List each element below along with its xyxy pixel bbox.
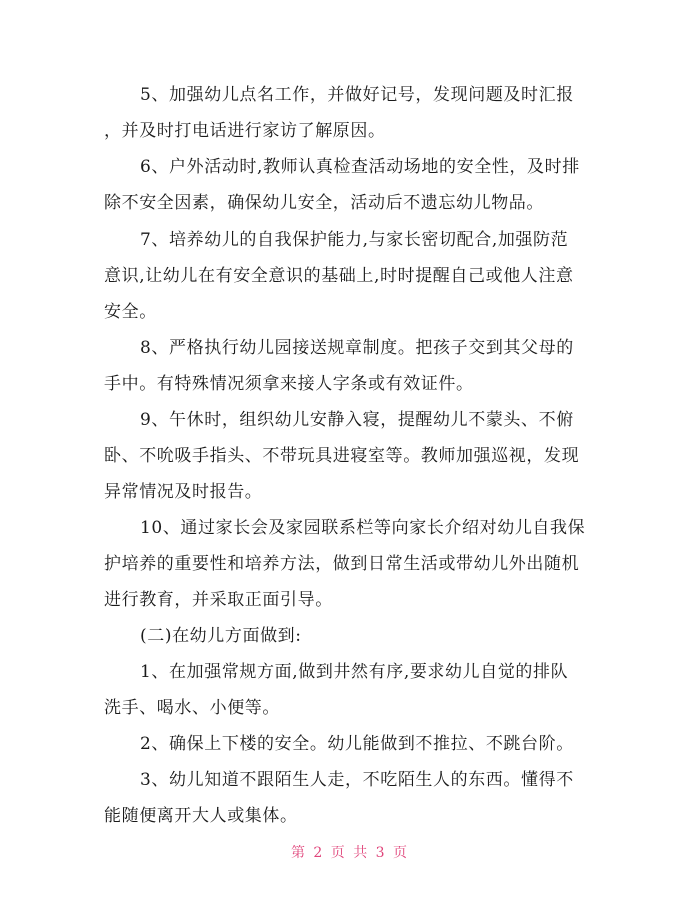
text-line: 护培养的重要性和培养方法，做到日常生活或带幼儿外出随机: [104, 554, 580, 574]
text-line: 10、通过家长会及家园联系栏等向家长介绍对幼儿自我保: [140, 518, 586, 538]
text-line: 2、确保上下楼的安全。幼儿能做到不推拉、不跳台阶。: [140, 734, 574, 754]
text-line: 能随便离开大人或集体。: [104, 806, 298, 826]
text-line: 洗手、喝水、小便等。: [104, 698, 280, 718]
text-line: 安全。: [104, 302, 157, 322]
text-line: 7、培养幼儿的自我保护能力,与家长密切配合,加强防范: [140, 230, 569, 250]
text-line: 5、加强幼儿点名工作，并做好记号，发现问题及时汇报: [140, 85, 574, 105]
text-line: 除不安全因素，确保幼儿安全，活动后不遗忘幼儿物品。: [104, 193, 544, 213]
text-line: 6、户外活动时,教师认真检查活动场地的安全性，及时排: [140, 157, 580, 177]
section-heading-text: (二)在幼儿方面做到:: [140, 626, 302, 646]
text-line: 3、幼儿知道不跟陌生人走，不吃陌生人的东西。懂得不: [140, 770, 574, 790]
text-line: 卧、不吮吸手指头、不带玩具进寝室等。教师加强巡视，发现: [104, 446, 580, 466]
text-line: 9、午休时，组织幼儿安静入寝，提醒幼儿不蒙头、不俯: [140, 410, 574, 430]
text-line: ，并及时打电话进行家访了解原因。: [104, 121, 386, 141]
text-line: 意识,让幼儿在有安全意识的基础上,时时提醒自己或他人注意: [104, 266, 574, 286]
text-line: 进行教育，并采取正面引导。: [104, 590, 333, 610]
text-line: 异常情况及时报告。: [104, 482, 263, 502]
text-line: 1、在加强常规方面,做到井然有序,要求幼儿自觉的排队: [140, 662, 569, 682]
text-line: 8、严格执行幼儿园接送规章制度。把孩子交到其父母的: [140, 338, 574, 358]
page-indicator: 第 2 页 共 3 页: [290, 845, 410, 861]
text-line: 手中。有特殊情况须拿来接人字条或有效证件。: [104, 374, 474, 394]
